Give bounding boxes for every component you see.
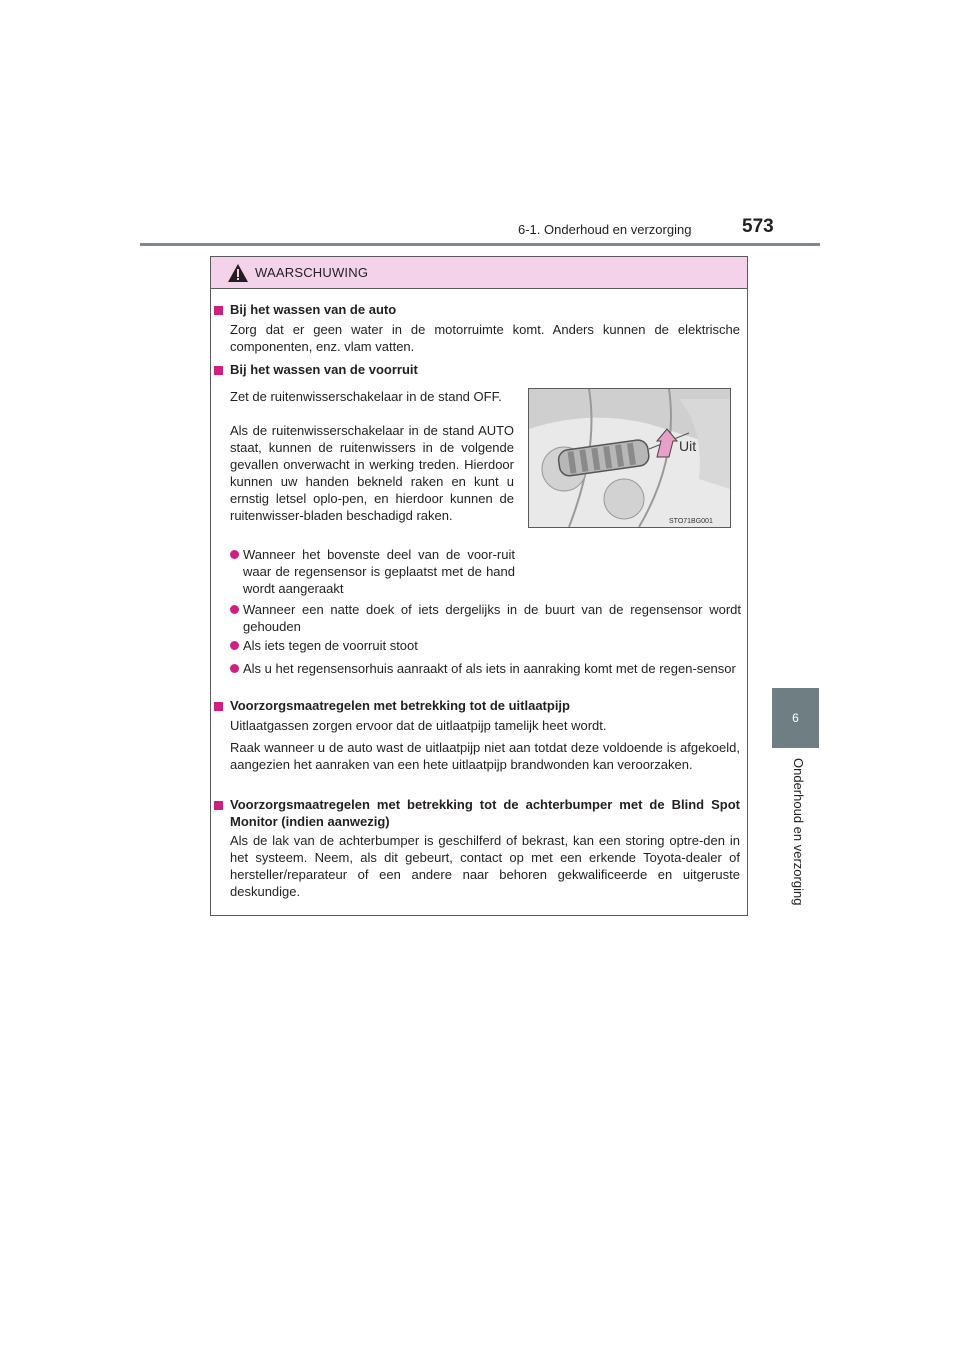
bullet-marker — [230, 641, 239, 650]
bullet-marker — [230, 550, 239, 559]
section-marker — [214, 702, 223, 711]
page-number: 573 — [742, 216, 774, 237]
section-paragraph: Raak wanneer u de auto wast de uitlaatpijp niet aan totdat deze voldoende is afgekoeld, aangezien het aanraken van een hete uitlaatpijp brandwonden kan veroorzaken. — [230, 740, 740, 772]
bullet-item: Wanneer een natte doek of iets dergelijks in de buurt van de regensensor wordt gehouden — [243, 602, 741, 634]
section-paragraph: Zet de ruitenwisserschakelaar in de stand OFF. — [230, 389, 502, 404]
figure-label: Uit — [679, 438, 697, 454]
warning-triangle-icon — [227, 263, 249, 283]
bullet-item: Als u het regensensorhuis aanraakt of als iets in aanraking komt met de regen-sensor — [243, 661, 736, 676]
section-marker — [214, 801, 223, 810]
section-heading: Voorzorgsmaatregelen met betrekking tot de uitlaatpijp — [230, 698, 570, 713]
section-heading: Voorzorgsmaatregelen met betrekking tot de achterbumper met de Blind Spot Monitor (indien aanwezig) — [230, 797, 740, 829]
section-paragraph: Zorg dat er geen water in de motorruimte komt. Anders kunnen de elektrische componenten, enz. vlam vatten. — [230, 322, 740, 354]
figure-code: STO71BG001 — [669, 518, 713, 525]
warning-header — [211, 257, 747, 289]
section-heading: Bij het wassen van de voorruit — [230, 362, 418, 377]
section-marker — [214, 306, 223, 315]
section-title: 6-1. Onderhoud en verzorging — [518, 222, 692, 237]
bullet-item: Wanneer het bovenste deel van de voor-ruit waar de regensensor is geplaatst met de hand wordt aangeraakt — [243, 547, 515, 596]
wiper-switch-figure — [528, 388, 731, 528]
bullet-item: Als iets tegen de voorruit stoot — [243, 638, 418, 653]
section-heading: Bij het wassen van de auto — [230, 302, 397, 317]
bullet-marker — [230, 664, 239, 673]
chapter-title: Onderhoud en verzorging — [791, 758, 806, 906]
section-marker — [214, 366, 223, 375]
header-rule — [140, 243, 820, 246]
chapter-tab — [772, 688, 819, 748]
wiper-switch-illustration — [529, 389, 730, 527]
bullet-marker — [230, 605, 239, 614]
chapter-number: 6 — [792, 711, 799, 725]
section-paragraph: Als de ruitenwisserschakelaar in de stand AUTO staat, kunnen de ruitenwissers in de volgende gevallen onverwacht in werking treden. Hierdoor kunnen uw handen bekneld raken en kunt u ernstig letsel oplo-pen, en hierdoor kunnen de ruitenwisser-bladen beschadigd raken. — [230, 423, 514, 523]
warning-title: WAARSCHUWING — [255, 265, 369, 280]
section-paragraph: Als de lak van de achterbumper is geschilferd of bekrast, kan een storing optre-den in het systeem. Neem, als dit gebeurt, contact op met een erkende Toyota-dealer of hersteller/reparateur of een andere naar behoren gekwalificeerde en uitgeruste deskundige. — [230, 833, 740, 899]
section-paragraph: Uitlaatgassen zorgen ervoor dat de uitlaatpijp tamelijk heet wordt. — [230, 718, 607, 733]
